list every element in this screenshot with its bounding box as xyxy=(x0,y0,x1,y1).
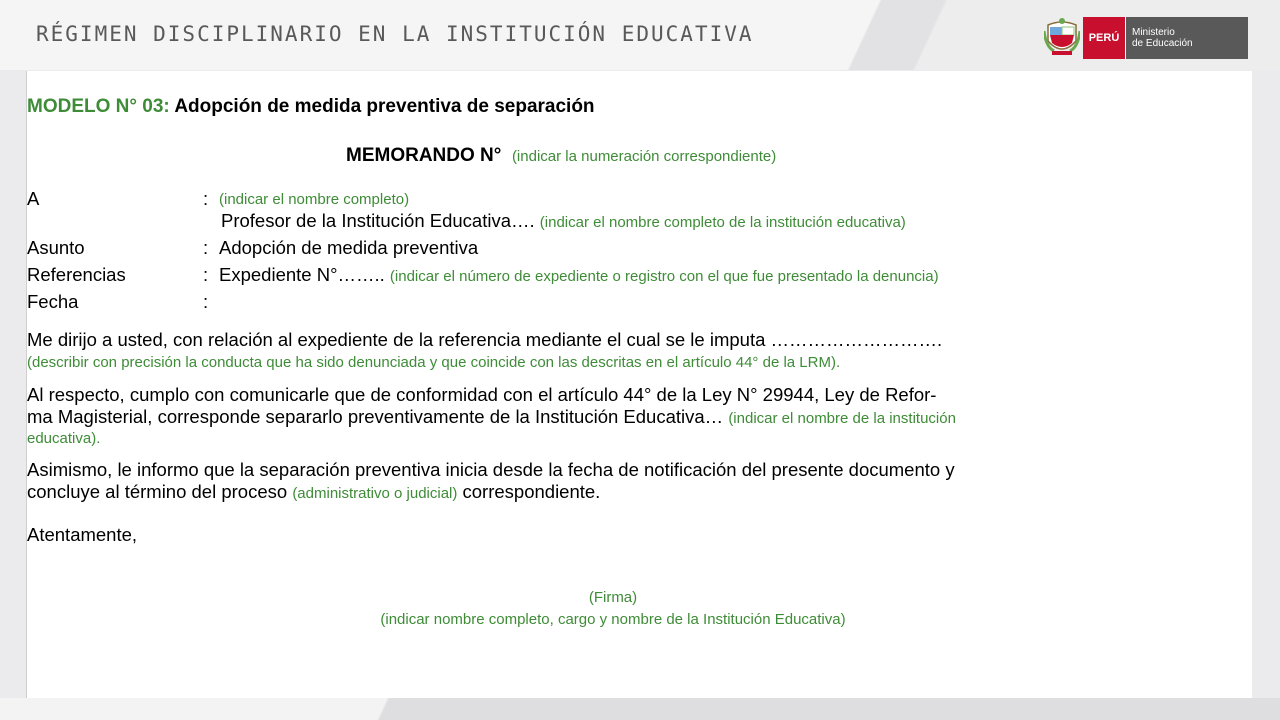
peru-label: PERÚ xyxy=(1083,17,1125,59)
paragraph-2-line2-text: ma Magisterial, corresponde separarlo preventivamente de la Institución Educativa… xyxy=(27,406,724,427)
coat-of-arms-icon xyxy=(1044,17,1080,59)
field-a-value-text: Profesor de la Institución Educativa…. xyxy=(221,210,535,231)
paragraph-2-line2 xyxy=(27,406,956,428)
model-heading xyxy=(27,96,595,118)
field-fecha-label: Fecha xyxy=(27,291,79,312)
model-label: MODELO N° 03: xyxy=(27,96,170,117)
closing: Atentamente, xyxy=(27,524,138,545)
field-ref-hint: (indicar el número de expediente o registro con el que fue presentado la denuncia) xyxy=(389,268,939,285)
field-a-value-hint: (indicar el nombre completo de la institución educativa) xyxy=(539,214,906,231)
field-asunto-value: Adopción de medida preventiva xyxy=(219,237,479,258)
signature-hint: (indicar nombre completo, cargo y nombre de la Institución Educativa) xyxy=(380,611,846,628)
paragraph-3-hint: (administrativo o judicial) xyxy=(292,485,458,502)
field-a-hint: (indicar el nombre completo) xyxy=(219,191,410,208)
ministry-name-line2: de Educación xyxy=(1132,38,1193,49)
paragraph-2-line1: Al respecto, cumplo con comunicarle que de conformidad con el artículo 44° de la Ley N° 29944, Ley de Refor- xyxy=(27,384,937,405)
ministry-name-line1: Ministerio xyxy=(1132,27,1175,38)
memo-heading xyxy=(346,145,776,167)
paragraph-2-hint-b: educativa). xyxy=(27,430,101,447)
field-asunto-colon: : xyxy=(203,237,209,258)
memo-hint: (indicar la numeración correspondiente) xyxy=(511,148,777,165)
field-asunto-label: Asunto xyxy=(27,237,85,258)
field-a-value xyxy=(221,210,906,232)
signature: (Firma) xyxy=(588,589,638,606)
paragraph-1: Me dirijo a usted, con relación al expediente de la referencia mediante el cual se le imputa ………………………. xyxy=(27,329,943,350)
model-title: Adopción de medida preventiva de separación xyxy=(174,96,595,117)
field-ref-value xyxy=(219,264,939,286)
ministry-name xyxy=(1125,17,1248,59)
field-fecha-colon: : xyxy=(203,291,209,312)
field-ref-value-text: Expediente N°…….. xyxy=(219,264,385,285)
paragraph-2-hint-a: (indicar el nombre de la institución xyxy=(728,410,956,427)
slide-title: RÉGIMEN DISCIPLINARIO EN LA INSTITUCIÓN EDUCATIVA xyxy=(36,22,754,46)
paragraph-3-line2-end: correspondiente. xyxy=(462,481,601,502)
footer-background xyxy=(0,698,1280,720)
field-a-label: A xyxy=(27,188,40,209)
paragraph-3-line1: Asimismo, le informo que la separación preventiva inicia desde la fecha de notificación del presente documento y xyxy=(27,459,955,480)
document-page xyxy=(26,71,1252,698)
paragraph-1-hint: (describir con precisión la conducta que ha sido denunciada y que coincide con las descritas en el artículo 44° de la LRM). xyxy=(27,354,841,371)
ministry-logo xyxy=(1044,17,1248,59)
paragraph-3-line2-start: concluye al término del proceso xyxy=(27,481,288,502)
memo-title: MEMORANDO N° xyxy=(346,145,502,166)
paragraph-3-line2 xyxy=(27,481,600,503)
field-ref-colon: : xyxy=(203,264,209,285)
field-ref-label: Referencias xyxy=(27,264,126,285)
field-a-colon: : xyxy=(203,188,209,209)
